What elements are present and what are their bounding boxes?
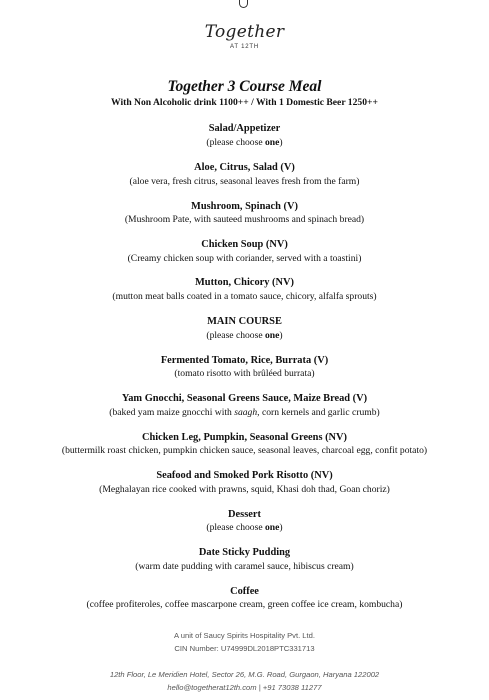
item-name-yam: Yam Gnocchi, Seasonal Greens Sauce, Maize Bread (V) bbox=[121, 393, 368, 404]
logo-sub-text: AT 12TH bbox=[229, 44, 260, 50]
section-heading-coffee: Coffee bbox=[230, 586, 259, 597]
section-note-salad: (please choose one) bbox=[206, 137, 283, 148]
item-desc-yam: (baked yam maize gnocchi with saagh, corn kernels and garlic crumb) bbox=[109, 407, 380, 418]
section-heading-main: MAIN COURSE bbox=[207, 316, 282, 327]
item-name-date: Date Sticky Pudding bbox=[198, 547, 291, 558]
item-name-tomato: Fermented Tomato, Rice, Burrata (V) bbox=[160, 355, 329, 366]
menu-subtitle: With Non Alcoholic drink 1100++ / With 1 Domestic Beer 1250++ bbox=[111, 97, 378, 108]
item-name-chicken-soup: Chicken Soup (NV) bbox=[201, 239, 288, 250]
item-desc-aloe: (aloe vera, fresh citrus, seasonal leaves fresh from the farm) bbox=[129, 176, 360, 187]
item-desc-mushroom: (Mushroom Pate, with sauteed mushrooms and spinach bread) bbox=[124, 214, 365, 225]
item-name-chicken-leg: Chicken Leg, Pumpkin, Seasonal Greens (NV) bbox=[141, 432, 348, 443]
logo-script-text: Together bbox=[204, 22, 285, 42]
section-heading-dessert: Dessert bbox=[228, 509, 261, 520]
section-note-main: (please choose one) bbox=[206, 330, 283, 341]
footer-cin: CIN Number: U74999DL2018PTC331713 bbox=[174, 644, 315, 653]
item-desc-mutton: (mutton meat balls coated in a tomato sauce, chicory, alfalfa sprouts) bbox=[112, 291, 377, 302]
footer-contact: hello@togetherat12th.com | +91 73038 11277 bbox=[167, 683, 322, 692]
footer-address: 12th Floor, Le Meridien Hotel, Sector 26, M.G. Road, Gurgaon, Haryana 122002 bbox=[109, 670, 380, 679]
item-name-mutton: Mutton, Chicory (NV) bbox=[195, 277, 294, 288]
menu-title: Together 3 Course Meal bbox=[167, 78, 322, 95]
item-desc-tomato: (tomato risotto with brûléed burrata) bbox=[174, 368, 315, 379]
item-desc-coffee: (coffee profiteroles, coffee mascarpone cream, green coffee ice cream, kombucha) bbox=[86, 599, 403, 610]
item-desc-seafood: (Meghalayan rice cooked with prawns, squid, Khasi doh thad, Goan choriz) bbox=[99, 484, 390, 495]
item-desc-chicken-soup: (Creamy chicken soup with coriander, served with a toastini) bbox=[127, 253, 362, 264]
item-name-seafood: Seafood and Smoked Pork Risotto (NV) bbox=[156, 470, 333, 481]
footer-company: A unit of Saucy Spirits Hospitality Pvt. Ltd. bbox=[174, 631, 315, 640]
item-name-aloe: Aloe, Citrus, Salad (V) bbox=[194, 162, 295, 173]
item-desc-date: (warm date pudding with caramel sauce, hibiscus cream) bbox=[135, 561, 354, 572]
item-desc-chicken-leg: (buttermilk roast chicken, pumpkin chicken sauce, seasonal leaves, charcoal egg, confit potato) bbox=[61, 445, 428, 456]
item-name-mushroom: Mushroom, Spinach (V) bbox=[191, 201, 298, 212]
logo-ring-icon bbox=[239, 0, 248, 8]
section-heading-salad: Salad/Appetizer bbox=[208, 123, 281, 134]
section-note-dessert: (please choose one) bbox=[206, 522, 283, 533]
